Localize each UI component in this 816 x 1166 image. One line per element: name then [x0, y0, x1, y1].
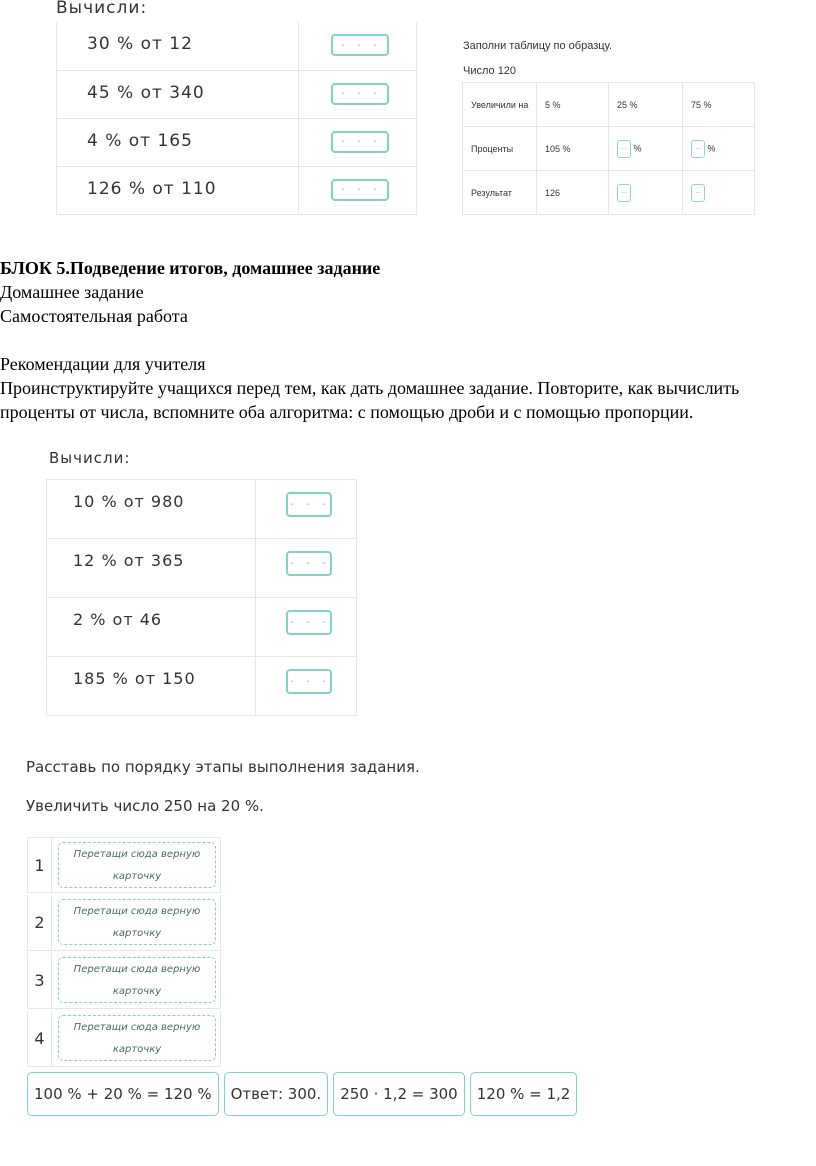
calc-title-1: Вычисли: [56, 0, 148, 18]
table-row [47, 598, 357, 657]
table-row [463, 171, 755, 215]
independent-work-label: Самостоятельная работа [0, 306, 188, 326]
slot-number: 4 [28, 1011, 52, 1066]
drop-hint: карточку [112, 986, 162, 997]
slot-number: 2 [28, 895, 52, 950]
drop-hint: Перетащи сюда верную [73, 906, 201, 917]
row-label: Результат [463, 171, 537, 215]
answer-input[interactable]: - - - [286, 551, 332, 576]
result-input[interactable]: ... [691, 184, 705, 202]
answer-input[interactable]: - - - [331, 131, 389, 153]
drop-zone[interactable] [58, 957, 216, 1003]
draggable-card[interactable]: Ответ: 300. [224, 1072, 329, 1116]
calc-expression: 12 % от 365 [47, 539, 256, 598]
calc-table-2 [46, 479, 357, 716]
percent-input[interactable]: ... [617, 140, 631, 158]
drop-slots [27, 837, 221, 1067]
row-label: Увеличили на [463, 83, 537, 127]
block-heading: БЛОК 5.Подведение итогов, домашнее задание [0, 258, 381, 278]
table-row [47, 657, 357, 716]
sample-instruction: Заполни таблицу по образцу. [463, 40, 613, 52]
table-row [463, 127, 755, 171]
result-input[interactable]: ... [617, 184, 631, 202]
slot-number: 3 [28, 953, 52, 1008]
order-slot [27, 1011, 221, 1067]
calc-title-2: Вычисли: [49, 449, 131, 467]
homework-label: Домашнее задание [0, 282, 144, 302]
calc-expression: 126 % от 110 [57, 166, 299, 214]
table-cell: 5 % [537, 83, 609, 127]
calc-expression: 2 % от 46 [47, 598, 256, 657]
calc-table-1 [56, 22, 417, 215]
answer-input[interactable]: - - - [331, 34, 389, 56]
table-row [57, 70, 417, 118]
teacher-rec-text: Проинструктируйте учащихся перед тем, как дать домашнее задание. Повторите, как вычислить проценты от числа, вспомните оба алгоритма: с помощью дроби и с помощью пропорции. [0, 378, 740, 422]
table-cell: 75 % [683, 83, 755, 127]
answer-input[interactable]: - - - [331, 179, 389, 201]
drop-zone[interactable] [58, 1015, 216, 1061]
table-cell: 126 [537, 171, 609, 215]
calc-expression: 4 % от 165 [57, 118, 299, 166]
draggable-card[interactable]: 120 % = 1,2 [470, 1072, 578, 1116]
order-slot [27, 953, 221, 1009]
calc-expression: 10 % от 980 [47, 480, 256, 539]
percent-sign: % [707, 142, 716, 153]
calc-expression: 30 % от 12 [57, 22, 299, 70]
draggable-card[interactable]: 250 · 1,2 = 300 [333, 1072, 465, 1116]
order-slot [27, 895, 221, 951]
table-row [463, 83, 755, 127]
drop-hint: Перетащи сюда верную [73, 1022, 201, 1033]
calc-expression: 185 % от 150 [47, 657, 256, 716]
table-row [57, 166, 417, 214]
order-slot [27, 837, 221, 893]
drop-hint: карточку [112, 928, 162, 939]
row-label: Проценты [463, 127, 537, 171]
answer-input[interactable]: - - - [286, 610, 332, 635]
card-pool [27, 1072, 577, 1116]
teacher-rec-title: Рекомендации для учителя [0, 354, 206, 374]
task-instruction: Расставь по порядку этапы выполнения задания. [26, 758, 420, 776]
calc-expression: 45 % от 340 [57, 70, 299, 118]
drop-hint: Перетащи сюда верную [73, 849, 201, 860]
table-row [57, 118, 417, 166]
slot-number: 1 [28, 838, 52, 892]
table-row [57, 22, 417, 70]
percent-input[interactable]: ... [691, 140, 705, 158]
table-row [47, 539, 357, 598]
drop-hint: карточку [112, 1044, 162, 1055]
answer-input[interactable]: - - - [286, 669, 332, 694]
drop-zone[interactable] [58, 899, 216, 945]
table-cell: 105 % [537, 127, 609, 171]
drop-hint: Перетащи сюда верную [73, 964, 201, 975]
sample-table [462, 82, 755, 215]
answer-input[interactable]: - - - [286, 492, 332, 517]
answer-input[interactable]: - - - [331, 83, 389, 105]
drop-hint: карточку [112, 871, 162, 882]
draggable-card[interactable]: 100 % + 20 % = 120 % [27, 1072, 219, 1116]
sample-number-label: Число 120 [463, 65, 517, 77]
table-cell: 25 % [609, 83, 683, 127]
percent-sign: % [633, 142, 642, 153]
document-body [0, 256, 816, 424]
task-problem: Увеличить число 250 на 20 %. [26, 797, 264, 815]
table-row [47, 480, 357, 539]
drop-zone[interactable] [58, 842, 216, 888]
